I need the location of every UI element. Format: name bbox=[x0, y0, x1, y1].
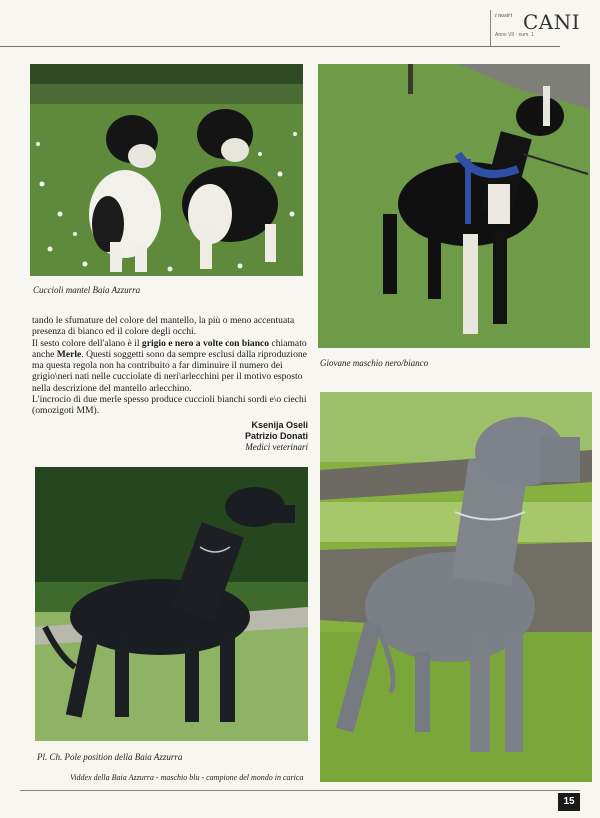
author-role: Medici veterinari bbox=[245, 442, 308, 452]
masthead-small-label: i nostri bbox=[495, 13, 513, 19]
caption-puppies: Cuccioli mantel Baia Azzurra bbox=[33, 285, 141, 295]
article-paragraph-2: Il sesto colore dell'alano è il grigio e nero a volte con bianco chiamato anche Merle. Questi soggetti sono da sempre esclusi dalla riproduzione ma questa regola non ha contribuito a far diminuire il numero dei grigio\neri nati nelle cucciolate di neri\arlecchini per il motivo esposto nella descrizione del mantello arlecchino. bbox=[32, 337, 307, 394]
caption-pole-position: Pl. Ch. Pole position della Baia Azzurra bbox=[37, 752, 183, 762]
top-rule bbox=[0, 46, 560, 47]
photo-young-male bbox=[318, 64, 590, 348]
magazine-masthead bbox=[490, 10, 581, 46]
author-name-2: Patrizio Donati bbox=[244, 431, 308, 441]
masthead-issue: Anno VII · num. 1 bbox=[495, 32, 534, 38]
caption-young-male: Giovane maschio nero/bianco bbox=[320, 358, 429, 368]
photo-puppies bbox=[30, 64, 303, 276]
page-number: 15 bbox=[558, 793, 580, 811]
bottom-rule bbox=[20, 790, 580, 791]
article-paragraph-1: tando le sfumature del colore del mantello, la più o meno accentuata presenza di bianco ed il colore degli occhi. bbox=[32, 315, 295, 338]
article-body bbox=[32, 315, 308, 417]
caption-viddex: Viddex della Baia Azzurra - maschio blu - campione del mondo in carica bbox=[70, 773, 304, 782]
author-name-1: Ksenija Oseli bbox=[251, 420, 308, 430]
photo-pole-position bbox=[35, 467, 308, 741]
author-signature bbox=[150, 420, 308, 453]
masthead-brand: CANI bbox=[523, 10, 581, 34]
article-paragraph-3: L'incrocio di due merle spesso produce cuccioli bianchi sordi e\o ciechi (omozigoti MM). bbox=[32, 394, 307, 417]
photo-viddex bbox=[320, 392, 592, 782]
